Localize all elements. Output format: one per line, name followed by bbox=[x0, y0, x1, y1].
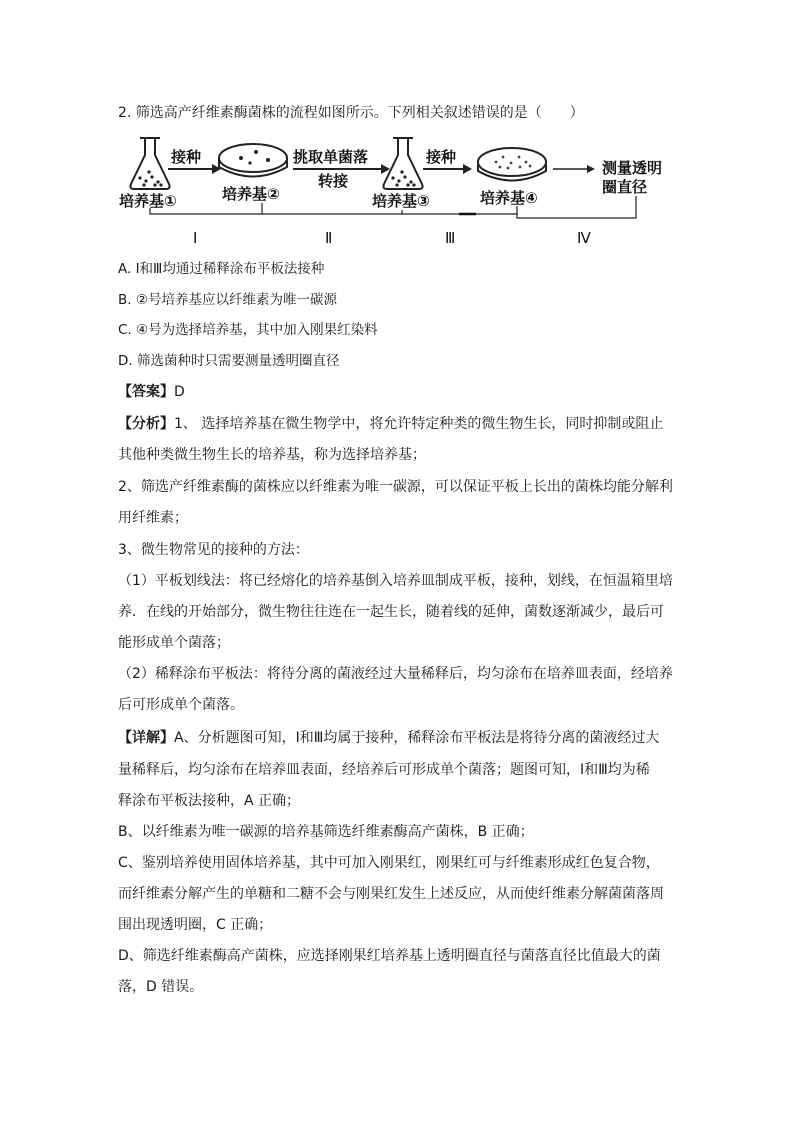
detail-text: A、分析题图可知，Ⅰ和Ⅲ均属于接种，稀释涂布平板法是将待分离的菌液经过大 bbox=[174, 730, 660, 746]
analysis-line-10: 后可形成单个菌落。 bbox=[118, 697, 244, 713]
colony-dots bbox=[495, 156, 532, 170]
detail-line-7: 围出现透明圈，C 正确； bbox=[118, 917, 273, 933]
analysis-line-6: （1）平板划线法：将已经熔化的培养基倒入培养皿制成平板，接种，划线，在恒温箱里培 bbox=[118, 573, 673, 589]
arrow-2-label-bottom: 转接 bbox=[318, 172, 349, 190]
analysis-line-8: 能形成单个菌落； bbox=[118, 635, 230, 651]
arrow-3-head bbox=[463, 164, 472, 174]
answer-label: 【答案】 bbox=[118, 384, 174, 400]
stage-brackets bbox=[150, 196, 636, 218]
question-stem: 2. 筛选高产纤维素酶菌株的流程如图所示。下列相关叙述错误的是（ ） bbox=[118, 105, 584, 121]
detail-line-6: 而纤维素分解产生的单糖和二糖不会与刚果红发生上述反应，从而使纤维素分解菌菌落周 bbox=[118, 886, 664, 902]
result-label-bottom: 圈直径 bbox=[602, 178, 648, 196]
medium-dots bbox=[138, 170, 162, 186]
medium-2-label: 培养基② bbox=[222, 185, 280, 203]
medium-4-label: 培养基④ bbox=[480, 189, 538, 207]
detail-line-3: 释涂布平板法接种，A 正确； bbox=[118, 793, 301, 809]
stage-1-label: Ⅰ bbox=[193, 229, 198, 247]
flask-icon bbox=[383, 138, 422, 189]
medium-dots bbox=[391, 170, 415, 186]
detail-line-5: C、鉴别培养使用固体培养基，其中可加入刚果红，刚果红可与纤维素形成红色复合物， bbox=[118, 855, 660, 871]
arrow-4-head bbox=[587, 165, 595, 173]
result-label-top: 测量透明 bbox=[602, 159, 663, 177]
colony-dots bbox=[239, 150, 270, 165]
answer-value: D bbox=[174, 384, 185, 400]
option-b: B. ②号培养基应以纤维素为唯一碳源 bbox=[118, 292, 337, 308]
detail-line-9: 落，D 错误。 bbox=[118, 979, 204, 995]
detail-line-1 bbox=[118, 728, 659, 748]
answer-line bbox=[118, 382, 185, 402]
analysis-line-7: 养．在线的开始部分，微生物往往连在一起生长，随着线的延伸，菌数逐渐减少，最后可 bbox=[118, 604, 664, 620]
analysis-line-2: 其他种类微生物生长的培养基，称为选择培养基； bbox=[118, 447, 426, 463]
arrow-2-head bbox=[381, 164, 390, 174]
analysis-line-9: （2）稀释涂布平板法：将待分离的菌液经过大量稀释后，均匀涂布在培养皿表面，经培养 bbox=[118, 666, 673, 682]
petri-dish-icon bbox=[478, 148, 546, 181]
medium-3-label: 培养基③ bbox=[372, 192, 430, 210]
petri-dish-icon bbox=[219, 144, 287, 177]
stage-2-label: Ⅱ bbox=[325, 229, 333, 247]
analysis-line-5: 3、微生物常见的接种的方法： bbox=[118, 542, 309, 558]
detail-line-8: D、筛选纤维素酶高产菌株，应选择刚果红培养基上透明圈直径与菌落直径比值最大的菌 bbox=[118, 948, 661, 964]
flask-icon bbox=[130, 138, 169, 189]
arrow-2-label-top: 挑取单菌落 bbox=[293, 148, 369, 166]
arrow-3-label: 接种 bbox=[426, 148, 457, 166]
option-d: D. 筛选菌种时只需要测量透明圈直径 bbox=[118, 353, 340, 369]
analysis-label: 【分析】 bbox=[118, 416, 174, 432]
stage-3-label: Ⅲ bbox=[445, 229, 456, 247]
option-a: A. Ⅰ和Ⅲ均通过稀释涂布平板法接种 bbox=[118, 261, 325, 277]
stage-4-label: Ⅳ bbox=[577, 229, 591, 247]
option-c: C. ④号为选择培养基，其中加入刚果红染料 bbox=[118, 322, 378, 338]
analysis-line-1 bbox=[118, 414, 663, 434]
medium-1-label: 培养基① bbox=[119, 192, 177, 210]
detail-label: 【详解】 bbox=[118, 730, 174, 746]
analysis-text: 1、 选择培养基在微生物学中，将允许特定种类的微生物生长，同时抑制或阻止 bbox=[174, 416, 664, 432]
analysis-line-3: 2、筛选产纤维素酶的菌株应以纤维素为唯一碳源，可以保证平板上长出的菌株均能分解利 bbox=[118, 479, 673, 495]
detail-line-4: B、以纤维素为唯一碳源的培养基筛选纤维素酶高产菌株，B 正确； bbox=[118, 824, 534, 840]
analysis-line-4: 用纤维素； bbox=[118, 510, 188, 526]
arrow-1-label: 接种 bbox=[171, 148, 202, 166]
arrow-1-head bbox=[212, 164, 221, 174]
detail-line-2: 量稀释后，均匀涂布在培养皿表面，经培养后可形成单个菌落；题图可知，Ⅰ和Ⅲ均为稀 bbox=[118, 762, 650, 778]
